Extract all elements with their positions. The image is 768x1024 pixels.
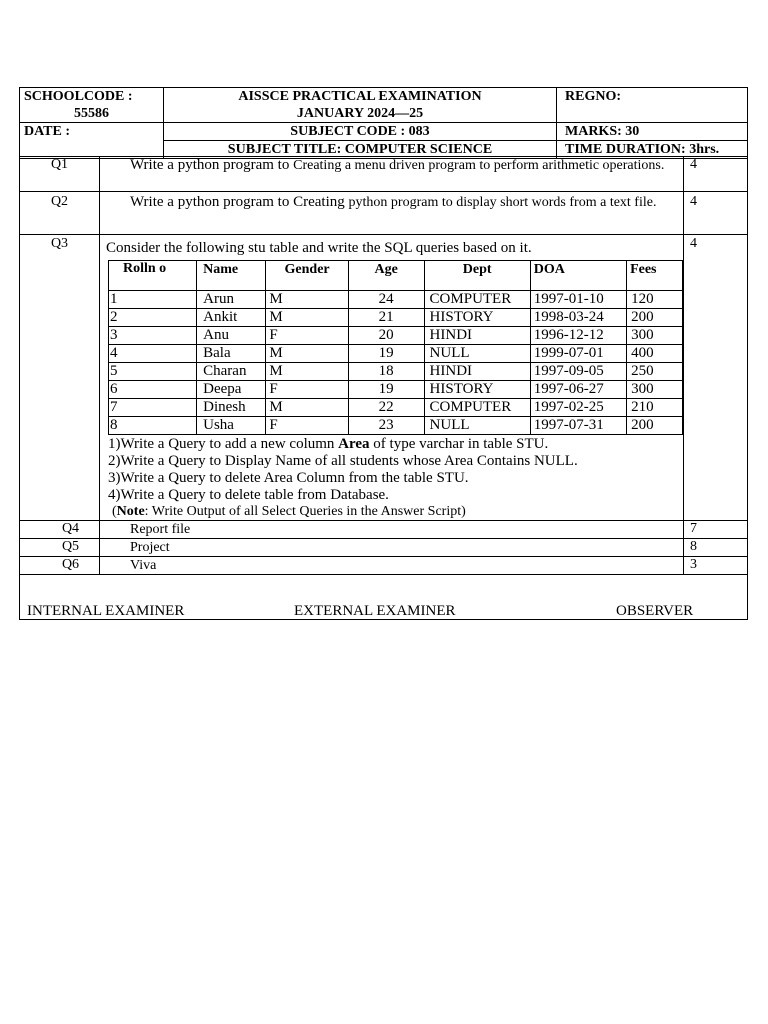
examiner-footer (19, 569, 748, 620)
table-cell: 300 (627, 327, 683, 345)
stu-table-body (109, 291, 683, 435)
table-cell: F (266, 327, 348, 345)
question-number: Q6 (20, 557, 100, 575)
table-cell: 1997-07-31 (530, 417, 626, 435)
column-header: Dept (424, 261, 530, 291)
query-text: of type varchar in table STU. (369, 436, 549, 452)
table-cell: Arun (197, 291, 266, 309)
query-2: 2)Write a Query to Display Name of all students whose Area Contains NULL. (108, 453, 578, 469)
query-4: 4)Write a Query to delete table from Database. (108, 487, 389, 503)
time-duration: TIME DURATION: 3hrs. (557, 141, 748, 159)
table-cell: 1997-06-27 (530, 381, 626, 399)
question-text-part: python program to display short words from a text file (348, 195, 653, 210)
table-cell: Bala (197, 345, 266, 363)
date-label: DATE : (24, 124, 71, 139)
column-header: DOA (530, 261, 626, 291)
table-cell: F (266, 417, 348, 435)
question-marks: 3 (684, 557, 748, 575)
observer-label: OBSERVER (616, 603, 694, 619)
table-cell: 1999-07-01 (530, 345, 626, 363)
column-header: Fees (627, 261, 683, 291)
note-text: : Write Output of all Select Queries in the Answer Script) (144, 504, 466, 519)
exam-header-table (19, 87, 748, 159)
table-cell: Charan (197, 363, 266, 381)
external-examiner-label: EXTERNAL EXAMINER (294, 603, 456, 619)
table-cell: Usha (197, 417, 266, 435)
date-cell (20, 123, 164, 159)
table-cell: 19 (348, 345, 424, 363)
question-row-q1 (20, 157, 748, 192)
stu-table (108, 260, 683, 435)
table-cell: 210 (627, 399, 683, 417)
note-paren: ( (112, 504, 117, 519)
table-cell: M (266, 309, 348, 327)
questions-table (19, 156, 748, 575)
question-marks: 4 (684, 157, 748, 192)
stu-table-header (109, 261, 683, 291)
question-text-part: . (652, 195, 657, 210)
query-text: 1)Write a Query to add a new column (108, 436, 339, 452)
table-cell: F (266, 381, 348, 399)
table-cell: Dinesh (197, 399, 266, 417)
column-header: Gender (266, 261, 348, 291)
regno-cell (557, 88, 748, 123)
table-cell: 18 (348, 363, 424, 381)
table-cell: M (266, 291, 348, 309)
table-row (109, 417, 683, 435)
table-cell: 2 (109, 309, 197, 327)
table-row (109, 363, 683, 381)
table-cell: 200 (627, 309, 683, 327)
exam-title-cell (164, 88, 557, 123)
question-text-part: . (660, 158, 665, 173)
table-cell: M (266, 399, 348, 417)
question-marks: 8 (684, 539, 748, 557)
question-row-q4 (20, 521, 748, 539)
note-label: Note (116, 504, 145, 519)
subject-title: SUBJECT TITLE: COMPUTER SCIENCE (164, 141, 557, 159)
question-number: Q2 (20, 192, 100, 235)
table-cell: HISTORY (424, 381, 530, 399)
table-cell: 19 (348, 381, 424, 399)
marks-total: MARKS: 30 (557, 123, 748, 141)
question-text (100, 157, 684, 192)
question-marks: 4 (684, 192, 748, 235)
table-cell: 20 (348, 327, 424, 345)
question-marks: 4 (684, 235, 748, 521)
query-text-bold: Area (338, 436, 370, 452)
question-number: Q1 (20, 157, 100, 192)
table-cell: 22 (348, 399, 424, 417)
query-1 (100, 436, 683, 453)
table-cell: 1 (109, 291, 197, 309)
table-cell: HISTORY (424, 309, 530, 327)
table-cell: 21 (348, 309, 424, 327)
table-cell: 400 (627, 345, 683, 363)
exam-title: AISSCE PRACTICAL EXAMINATION (238, 89, 482, 104)
table-cell: Deepa (197, 381, 266, 399)
question-text-part: Creating a menu driven program to perform arithmetic operations (293, 158, 661, 173)
table-cell: M (266, 363, 348, 381)
school-code-label: SCHOOLCODE : (24, 89, 133, 104)
table-cell: 1996-12-12 (530, 327, 626, 345)
table-cell: 24 (348, 291, 424, 309)
subject-code: SUBJECT CODE : 083 (164, 123, 557, 141)
table-cell: 23 (348, 417, 424, 435)
question-text: Project (100, 539, 684, 557)
table-cell: 6 (109, 381, 197, 399)
table-cell: 5 (109, 363, 197, 381)
question-body (100, 235, 684, 521)
table-cell: 300 (627, 381, 683, 399)
table-cell: COMPUTER (424, 291, 530, 309)
question-number: Q3 (20, 235, 100, 521)
question-text: Viva (100, 557, 684, 575)
table-cell: 1997-01-10 (530, 291, 626, 309)
table-row (109, 327, 683, 345)
column-header: Rolln o (109, 261, 197, 291)
note-line (100, 504, 683, 520)
table-row (109, 345, 683, 363)
question-number: Q5 (20, 539, 100, 557)
table-cell: 7 (109, 399, 197, 417)
table-cell: NULL (424, 417, 530, 435)
table-cell: 4 (109, 345, 197, 363)
question-marks: 7 (684, 521, 748, 539)
question-text-part: Write a python program to (130, 157, 294, 173)
school-code-cell (20, 88, 164, 123)
table-cell: 200 (627, 417, 683, 435)
table-cell: Ankit (197, 309, 266, 327)
question-row-q2 (20, 192, 748, 235)
query-3: 3)Write a Query to delete Area Column from the table STU. (108, 470, 469, 486)
question-row-q3 (20, 235, 748, 521)
table-cell: 8 (109, 417, 197, 435)
school-code-value: 55586 (74, 106, 109, 121)
column-header: Name (197, 261, 266, 291)
exam-session: JANUARY 2024—25 (296, 106, 424, 121)
table-cell: HINDI (424, 363, 530, 381)
table-row (109, 309, 683, 327)
table-row (109, 381, 683, 399)
column-header: Age (348, 261, 424, 291)
question-row-q5 (20, 539, 748, 557)
question-number: Q4 (20, 521, 100, 539)
table-cell: 1997-02-25 (530, 399, 626, 417)
table-cell: NULL (424, 345, 530, 363)
question-text-part: Write a python program to Creating (130, 194, 349, 210)
internal-examiner-label: INTERNAL EXAMINER (27, 603, 185, 619)
table-cell: M (266, 345, 348, 363)
table-row (109, 291, 683, 309)
regno-label: REGNO: (565, 89, 621, 104)
table-cell: HINDI (424, 327, 530, 345)
table-cell: Anu (197, 327, 266, 345)
table-cell: 1997-09-05 (530, 363, 626, 381)
table-cell: COMPUTER (424, 399, 530, 417)
table-cell: 3 (109, 327, 197, 345)
question-intro: Consider the following stu table and write the SQL queries based on it. (106, 240, 532, 256)
question-text: Report file (100, 521, 684, 539)
question-text (100, 192, 684, 235)
table-cell: 250 (627, 363, 683, 381)
table-cell: 1998-03-24 (530, 309, 626, 327)
table-cell: 120 (627, 291, 683, 309)
table-row (109, 399, 683, 417)
